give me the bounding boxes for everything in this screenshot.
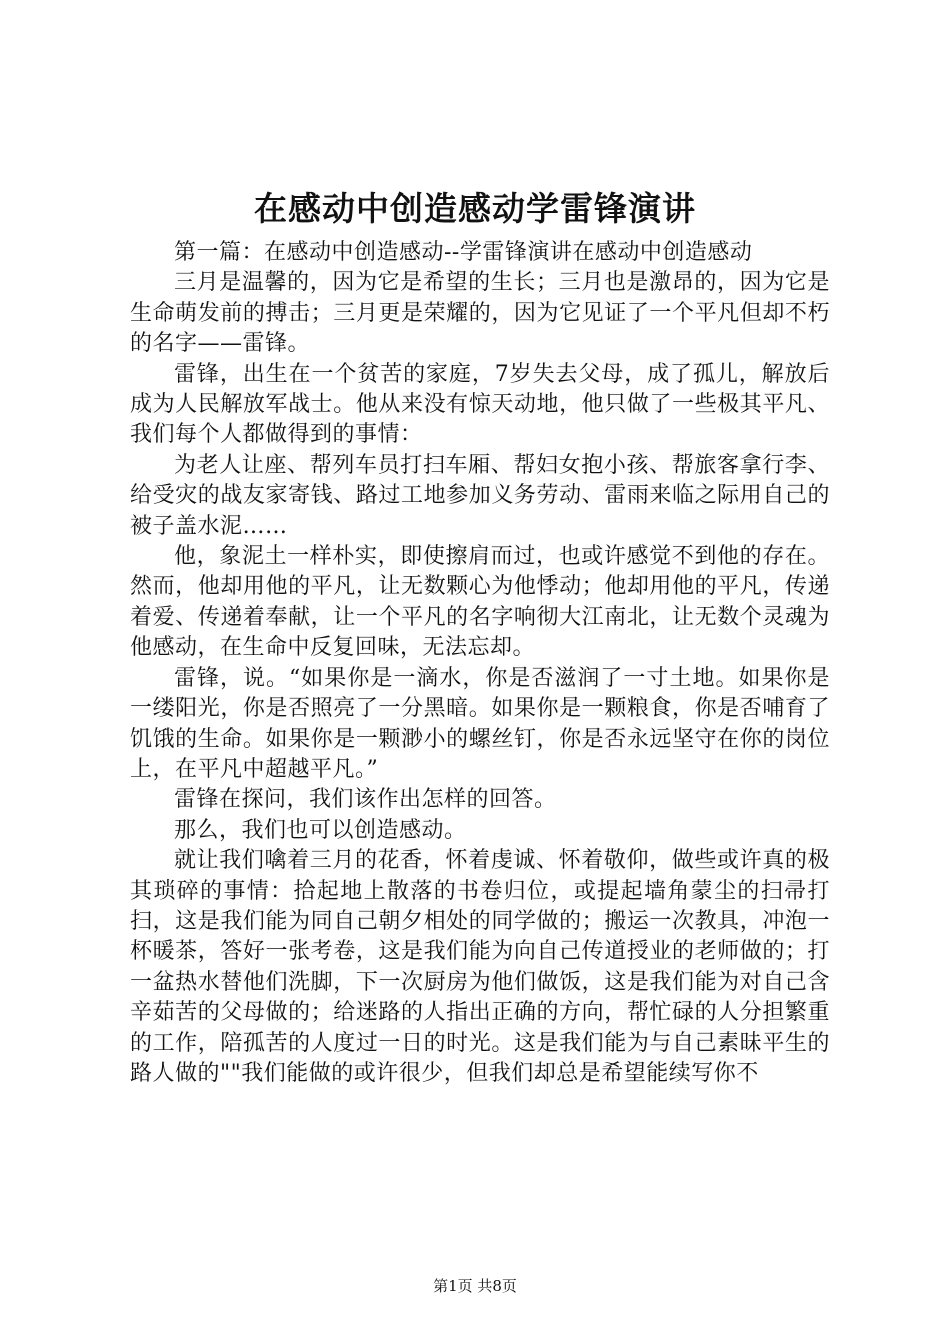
page-number-footer: 第1页 共8页 — [433, 1277, 517, 1295]
paragraph: 第一篇：在感动中创造感动--学雷锋演讲在感动中创造感动 — [174, 240, 753, 265]
paragraph: 雷锋在探问，我们该作出怎样的回答。 — [174, 787, 557, 813]
paragraph: 雷锋，出生在一个贫苦的家庭，7岁失去父母，成了孤儿，解放后成为人民解放军战士。他从来没有惊天动地，他只做了一些极其平凡、我们每个人都做得到的事情： — [130, 361, 830, 448]
paragraph: 雷锋，说。“如果你是一滴水，你是否滋润了一寸土地。如果你是一缕阳光，你是否照亮了一分黑暗。如果你是一颗粮食，你是否哺育了饥饿的生命。如果你是一颗渺小的螺丝钉，你是否永远坚守在你的岗位上，在平凡中超越平凡。” — [130, 665, 830, 782]
paragraph: 就让我们噙着三月的花香，怀着虔诚、怀着敬仰，做些或许真的极其琐碎的事情：拾起地上散落的书卷归位，或提起墙角蒙尘的扫帚打扫，这是我们能为同自己朝夕相处的同学做的；搬运一次教具，冲泡一杯暖茶，答好一张考卷，这是我们能为向自己传道授业的老师做的；打一盆热水替他们洗脚，下一次厨房为他们做饭，这是我们能为对自己含辛茹苦的父母做的；给迷路的人指出正确的方向，帮忙碌的人分担繁重的工作，陪孤苦的人度过一日的时光。这是我们能为与自己素昧平生的路人做的""我们能做的或许很少，但我们却总是希望能续写你不 — [130, 848, 830, 1086]
document-body — [130, 238, 830, 1089]
document-title: 在感动中创造感动学雷锋演讲 — [254, 189, 696, 228]
paragraph: 三月是温馨的，因为它是希望的生长；三月也是激昂的，因为它是生命萌发前的搏击；三月更是荣耀的，因为它见证了一个平凡但却不朽的名字——雷锋。 — [130, 270, 830, 357]
paragraph: 他，象泥土一样朴实，即使擦肩而过，也或许感觉不到他的存在。然而，他却用他的平凡，让无数颗心为他悸动；他却用他的平凡，传递着爱、传递着奉献，让一个平凡的名字响彻大江南北，让无数个灵魂为他感动，在生命中反复回味，无法忘却。 — [130, 544, 830, 661]
paragraph: 那么，我们也可以创造感动。 — [174, 817, 467, 843]
paragraph: 为老人让座、帮列车员打扫车厢、帮妇女抱小孩、帮旅客拿行李、给受灾的战友家寄钱、路过工地参加义务劳动、雷雨来临之际用自己的被子盖水泥…… — [130, 452, 830, 539]
